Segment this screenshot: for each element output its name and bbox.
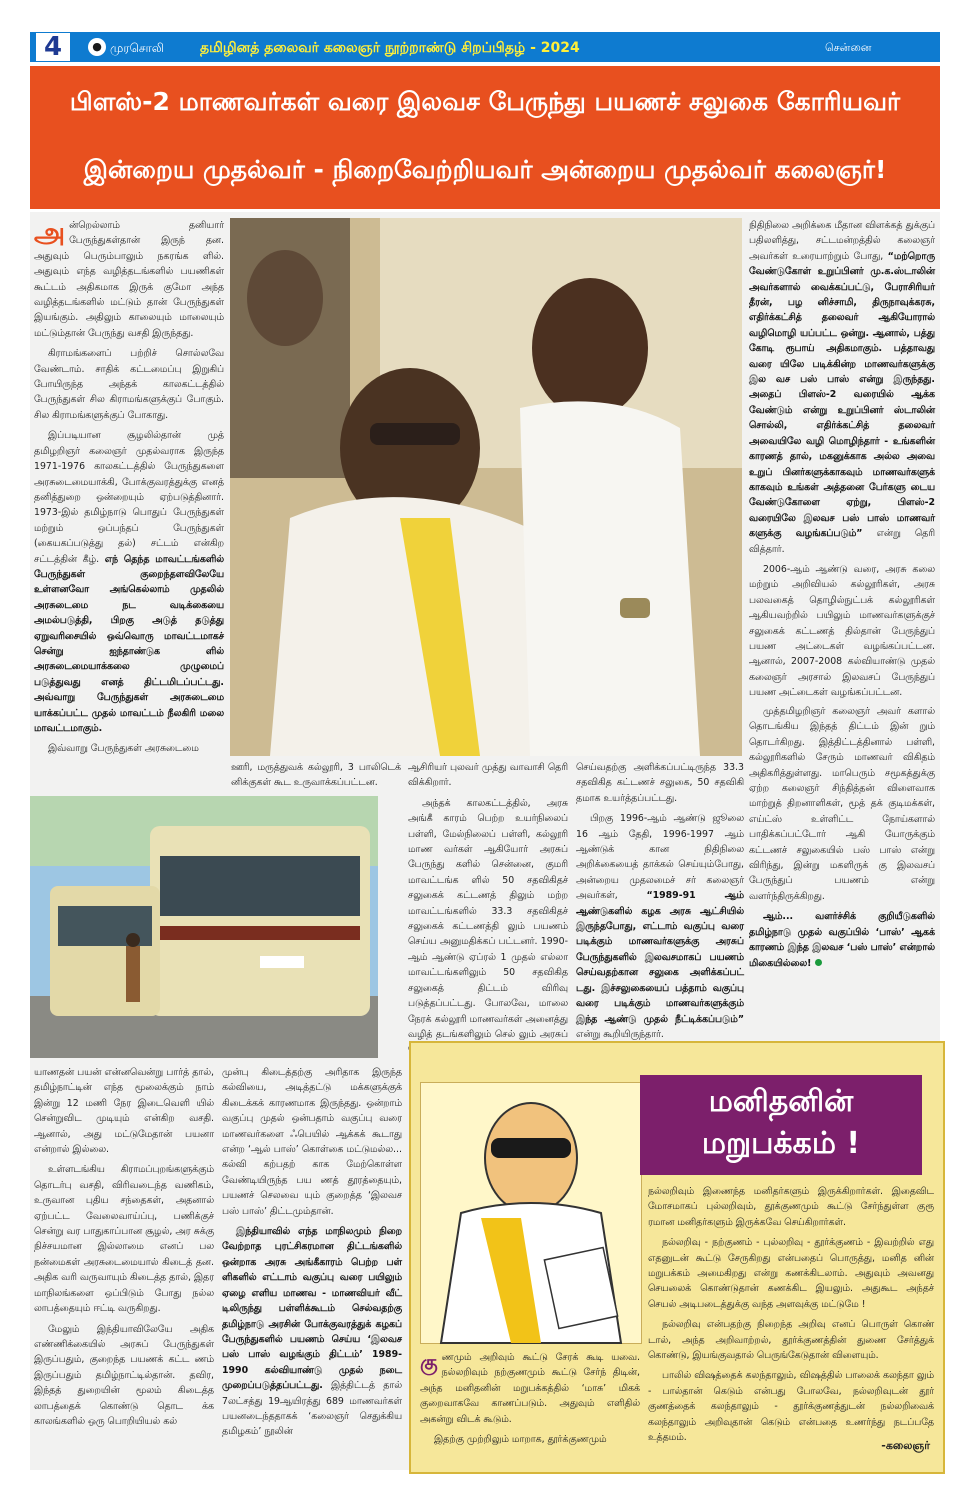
article-column-1	[34, 218, 224, 790]
sidebar-title-line-1: மனிதனின்	[708, 1084, 854, 1119]
sidebar-text	[648, 1184, 934, 1444]
article-paragraph: ஊரி, மருத்துவக் கல்லூரி, 3 பாலிடெக் னிக்குகள் கூட உருவாக்கப்பட்டன.	[231, 762, 401, 789]
article-column-right	[749, 218, 935, 700]
article-paragraph: முன்பு கிடைத்தற்கு அரிதாக இருந்த கல்வியை, அடித்தட்டு மக்களுக்குக் கிடைக்கக் காரணமாக இருந்தது. ஒன்றாம் வகுப்பு முதல் ஒன்பதாம் வகுப்பு வரை மாணவர்களை ஃபெயில் ஆக்கக் கூடாது என்ற ‘ஆல் பாஸ்’ கொள்கை மட்டுமல்ல... கல்வி கற்பதற் காக மேற்கொள்ள வேண்டியிருந்த பய ணத் தூரத்தையும், பயணச் செலவை யும் குறைத்த ‘இலவச பஸ் பாஸ்’ திட்டமும்தான்.	[222, 1067, 402, 1217]
article-text: என்று கூறியிருந்தார்.	[576, 1028, 664, 1040]
sidebar-lower-text	[420, 1350, 640, 1465]
article-paragraph: மேலும் இந்தியாவிலேயே அதிக எண்ணிக்கையில் அரசுப் பேருந்துகள் இருப்பதும், குறைந்த பயணக் கட்ட ணம் இருப்பதும் தமிழ்நாட்டில்தான். தவிர, இந்தத் துறையின் மூலம் கிடைத்த லாபத்தைக் கொண்டு தொட க்க காலங்களில் ஒரு பொறியியல் கல்	[34, 1323, 214, 1427]
special-issue-title: தமிழினத் தலைவர் கலைஞர் நூற்றாண்டு சிறப்பிதழ் - 2024	[200, 40, 580, 56]
brand-name: முரசொலி	[110, 41, 164, 55]
article-paragraph: இப்படியான சூழலில்தான் முத் தமிழறிஞர் கலைஞர் முதல்வராக இருந்த 1971-1976 காலகட்டத்தில் பேருந்துகளை அரசுடைமையாக்கி, போக்குவரத்துக்கு எனத் தனித்துறை ஒன்றையும் ஏற்படுத்தினார். 1973-இல் தமிழ்நாடு பொதுப் பேருந்துகள் மற்றும் ஒப்பந்தப் பேருந்துகள் (கையகப்படுத்து தல்) சட்டம் என்கிற சட்டத்தின் கீழ்.	[34, 430, 224, 565]
article-column-right-lower	[749, 704, 935, 1032]
article-bold-text: “மற்றொரு வேண்டுகோள் உறுப்பினர் மு.க.ஸ்டாலின் அவர்களால் வைக்கப்பட்டு, பேராசிரியர் தீரன், பழ னிச்சாமி, திருநாவுக்கரசு, எதிர்க்கட்சித் தலைவர் ஆகியோரால் வழிமொழி யப்பட்ட ஒன்று. ஆனால், பத்து கோடி ரூபாய் அதிகமாகும். பத்தாவது வரை யிலே படிக்கின்ற மாணவர்களுக்கு இல வச பஸ் பாஸ் என்று இருந்தது. அதைப் பிளஸ்-2 வரையில் ஆக்க வேண்டும் என்று உறுப்பினர் ஸ்டாலின் சொல்லி, எதிர்க்கட்சித் தலைவர் அவையிலே வழி மொழிந்தார் - உங்களின் காரணத் தால், மகனுக்காக அல்ல அவை உறுப் பினர்களுக்காகவும் மாணவர்களுக் காகவும் உங்கள் அத்தனை பேர்களு டைய வேண்டுகோளை ஏற்று, பிளஸ்-2 வரையிலே இலவச பஸ் பாஸ் மாணவர் களுக்கு வழங்கப்படும்”	[749, 250, 936, 540]
article-bottom-column-2	[222, 1065, 402, 1470]
dropcap: அ	[34, 216, 66, 249]
leaders-photo	[230, 218, 742, 756]
newspaper-logo-icon: ●	[88, 38, 106, 56]
article-bold-text: ஆம்... வளர்ச்சிக் குறியீடுகளில் தமிழ்நாடு முதல் வகுப்பில் ‘பாஸ்’ ஆகக் காரணம் இந்த இலவச ‘பஸ் பாஸ்’ என்றால் மிகையில்லை!	[749, 911, 935, 969]
sidebar-paragraph: பாலில் விஷத்தைக் கலந்தாலும், விஷத்தில் பாலைக் கலந்தா லும் - பால்தான் கெடும் என்பது போலவே, நல்லறிவுடன் தூர் குணத்தைக் கலந்தாலும் - தூர்க்குணத்துடன் நல்லறிவைக் கலந்தாலும் அறிவுதான் கெடும் என்பதை உணர்ந்து நடப்பதே உத்தமம்.	[648, 1370, 934, 1444]
page-number: 4	[36, 33, 70, 61]
article-paragraph: உள்ளடங்கிய கிராமப்புறங்களுக்கும் தொடர்பு வசதி, விரிவடைந்த வணிகம், உருவான புதிய சந்தைகள், அதனால் ஏற்பட்ட வேலைவாய்ப்பு, பணிக்குச் சென்று வர பாதுகாப்பான சூழல், அர சுக்கு நிச்சயமான இல்லாமை எனப் பல நன்மைகள் அரசுடைமையால் கிடைத் தன. அதிக வரி வருவாயும் கிடைத்த தால், இதர மாநிலங்களை ஒப்பிடும் போது நல்ல லாபத்தையும் ஈட்டி வருகிறது.	[34, 1164, 214, 1315]
article-paragraph: முத்தமிழறிஞர் கலைஞர் அவர் களால் தொடங்கிய இந்தத் திட்டம் இன் றும் தொடர்கிறது. இத்திட்டத்தினால் பள்ளி, கல்லூரிகளில் சேரும் மாணவர் விகிதம் அதிகரித்துள்ளது. மாபெரும் சமூகத்துக்கு ஏற்ற கலைஞர் சிந்தித்தன் விளைவாக மாற்றுத் திறனாளிகள், மூத் தக் குடிமக்கள், எய்ட்ஸ் உள்ளிட்ட நோய்களால் பாதிக்கப்பட்டோர் ஆகி யோருக்கும் கட்டணச் சலுகையில் பஸ் பாஸ் என்று விரிந்து, இன்று மகளிருக் கு இலவசப் பேருந்துப் பயணம் என்று வளர்ந்திருக்கிறது.	[749, 706, 935, 902]
article-mid-column-b	[408, 760, 568, 1042]
article-paragraph: யாணதன் பயன் என்னவென்று பார்த் தால், தமிழ்நாட்டின் எந்த மூலைக்கும் நாம் இன்று 12 மணி நேர இடைவெளி யில் சென்றுவிட முடியும் என்கிற வசதி. ஆனால், அது மட்டுமேதான் பயனா என்றால் இல்லை.	[34, 1067, 214, 1156]
article-text: இத்திட்டத் தால் 7லட்சத்து 19ஆயிரத்து 689 மாணவர்கள் பயனடைந்ததாகக் ‘கலைஞர் செதுக்கிய தமிழகம்’ நூலின்	[222, 1380, 403, 1438]
article-paragraph: செய்வதற்கு அளிக்கப்பட்டிருந்த 33.3 சதவிகித கட்டணச் சலுகை, 50 சதவிகி தமாக உயர்த்தப்பட்டது.	[576, 762, 744, 804]
article-paragraph: கிராமங்களைப் பற்றிச் சொல்லவே வேண்டாம். சாதிக் கட்டமைப்பு இறுகிப் போயிருந்த அந்தக் காலகட்டத்தில் பேருந்துகள் சில கிராமங்களுக்குப் போகும். சில கிராமங்களுக்குப் போகாது.	[34, 348, 224, 421]
bus-depot-illustration	[30, 796, 378, 1058]
article-bottom-column-1	[34, 1065, 214, 1470]
kalaignar-cartoon	[420, 1082, 642, 1344]
author-signature: -கலைஞர்	[881, 1439, 930, 1452]
dateline: சென்னை	[825, 41, 872, 54]
leaders-photo-illustration	[230, 218, 742, 756]
article-bold-text: எந் தெந்த மாவட்டங்களில் பேருந்துகள் குறைந்தளவிலேயே உள்ளனவோ அங்கெல்லாம் முதலில் அரசுடைமை நட வடிக்கையை அமல்படுத்தி, பிறகு அடுத் தடுத்து ஏறுவரிசையில் ஒவ்வொரு மாவட்டமாகச் சென்று ஐந்தாண்டுக ளில் அரசுடைமையாக்கலை முழுமைப் படுத்துவது எனத் திட்டமிடப்பட்டது. அவ்வாறு பேருந்துகள் அரசுடைமை யாக்கப்பட்ட முதல் மாவட்டம் நீலகிரி மலை மாவட்டமாகும்.	[34, 553, 224, 734]
bus-depot-photo	[30, 796, 378, 1058]
sidebar-title-line-2: மறுபக்கம் !	[701, 1126, 861, 1161]
article-paragraph: இவ்வாறு பேருந்துகள் அரசுடைமை	[48, 743, 199, 755]
article-paragraph: ஆசிரியர் புலவர் முத்து வாவாசி தெரி விக்கிறார்.	[408, 762, 568, 789]
sidebar-paragraph: இதற்கு முற்றிலும் மாறாக, தூர்க்குணமும்	[434, 1434, 607, 1446]
headline-line-2: இன்றைய முதல்வர் - நிறைவேற்றியவர் அன்றைய முதல்வர் கலைஞர்!	[83, 155, 887, 184]
article-paragraph: அந்தக் காலகட்டத்தில், அரசு அங்கீ காரம் பெற்ற உயர்நிலைப் பள்ளி, மேல்நிலைப் பள்ளி, கல்லூரி மாண வர்கள் ஆகியோர் அரசுப் பேருந்து களில் சென்னை, குமரி மாவட்டங்க ளில் 50 சதவிகிதச் சலுகைக் கட்டணத் திலும் மற்ற மாவட்டங்களில் 33.3 சதவிகிதச் சலுகைக் கட்டணத்தி லும் பயணம் செய்ய அனுமதிக்கப் பட்டனர். 1990-ஆம் ஆண்டு ஏப்ரல் 1 முதல் எல்லா மாவட்டங்களிலும் 50 சதவிகித சலுகைத் திட்டம் விரிவு படுத்தப்பட்டது. போலவே, மாலை நேரக் கல்லூரி மாணவர்கள் அனைத்து வழித் தடங்களிலும் செல் லும் அரசுப்	[408, 797, 568, 1040]
sidebar-paragraph: நல்லறிவும் இணைந்த மனிதர்களும் இருக்கிறார்கள். இதைவிட மோசமாகப் புல்லறிவும், தூக்குணமும் கூட்டு சேர்ந்துள்ள குரூ ரமான மனிதர்களும் இருக்கவே செய்கிறார்கள்.	[648, 1186, 934, 1228]
article-bold-text: இந்தியாவில் எந்த மாநிலமும் நிறை வேற்றாத புரட்சிகரமான திட்டங்களில் ஒன்றாக அரசு அங்கீகாரம் பெற்ற பள் ளிகளில் எட்டாம் வகுப்பு வரை பயிலும் ஏழை எளிய மாணவ - மாணவியர் வீட் டிலிருந்து பள்ளிக்கூடம் செல்வதற்கு தமிழ்நாடு அரசின் போக்குவரத்துக் கழகப் பேருந்துகளில் பயணம் செய்ய ‘இலவச பஸ் பாஸ் வழங்கும் திட்டம்’ 1989-1990 கல்வியாண்டு முதல் நடை முறைப்படுத்தப்பட்டது.	[222, 1226, 402, 1392]
article-text: என்று தெரி வித்தார்.	[749, 528, 936, 555]
article-mid-column-a	[231, 760, 401, 800]
end-mark-icon	[815, 959, 822, 966]
article-bold-text: “1989-91 ஆம் ஆண்டுகளில் கழக அரசு ஆட்சியில் இருந்தபோது, எட்டாம் வகுப்பு வரை படிக்கும் மாணவர்களுக்கு அரசுப் பேருந்துகளில் இலவசமாகப் பயணம் செய்வதற்கான சலுகை அளிக்கப்பட் டது. இச்சலுகையைப் பத்தாம் வகுப்பு வரை படிக்கும் மாணவர்களுக்கும் இந்த ஆண்டு முதல் நீட்டிக்கப்படும்”	[576, 890, 745, 1025]
headline-line-1: பிளஸ்-2 மாணவர்கள் வரை இலவச பேருந்து பயணச் சலுகை கோரியவர்	[69, 87, 901, 116]
article-paragraph: நிதிநிலை அறிக்கை மீதான விளக்கத் துக்குப் பதிலளித்து, சட்டமன்றத்தில் கலைஞர் அவர்கள் உரையாற்றும் போது,	[749, 220, 935, 262]
cartoon-illustration	[421, 1083, 641, 1343]
article-paragraph: பிறகு 1996-ஆம் ஆண்டு ஜூலை 16 ஆம் தேதி, 1996-1997 ஆம் ஆண்டுக் கான நிதிநிலை அறிக்கையைத் தாக்கல் செய்யும்போது, அன்றைய முதலமைச் சர் கலைஞர் அவர்கள்,	[576, 813, 744, 902]
article-paragraph: 2006-ஆம் ஆண்டு வரை, அரசு கலை மற்றும் அறிவியல் கல்லூரிகள், அரசு பலவகைத் தொழில்நுட்பக் கல்லூரிகள் ஆகியவற்றில் பயிலும் மாணவர்களுக்குச் சலுகைக் கட்டணத் தில்தான் பேருந்துப் பயண அட்டைகள் வழங்கப்பட்டன. ஆனால், 2007-2008 கல்வியாண்டு முதல் கலைஞர் அரசால் இலவசப் பேருந்துப் பயண அட்டைகள் வழங்கப்பட்டன.	[749, 563, 935, 699]
sidebar-paragraph: நல்லறிவு - நற்குணம் - புல்லறிவு - தூர்க்குணம் - இவற்றில் எது எதனுடன் கூட்டு சேருகிறது என்பதைப் பொருத்து, மனித னின் மறுபக்கம் அமைகிறது என்று கணக்கிடலாம். அதுவும் அவனது செயலைக் கொண்டுதான் கணக்கிட இயலும். அதுகூட அந்தச் செயல் அடிபடைத்துக்கு வந்த அளவுக்கு மட்டுமே !	[648, 1237, 934, 1310]
article-paragraph: ன்றெல்லாம் தனியார் பேருந்துகள்தான் இருந் தன. அதுவும் பெரும்பாலும் நகரங்க ளில். அதுவும் எந்த வழித்தடங்களில் பயணிகள் கூட்டம் அதிகமாக இருக் குமோ அந்த வழித்தடங்களில் மட்டும் தான் பேருந்துகள் இயங்கும். அதிலும் காலையும் மாலையும் மட்டும்தான் பேருந்து வசதி இருந்தது.	[34, 220, 224, 339]
article-mid-column-c	[576, 760, 744, 1042]
sidebar-dropcap: கு	[420, 1350, 438, 1374]
sidebar-paragraph: ணமும் அறிவும் கூட்டு சேரக் கூடி யவை. நல்லறிவும் நற்குணமும் கூட்டு சேர்ந் திடின், அந்த மனிதனின் மறுபக்கத்தில் ‘மாசு’ மிகக் குறைவாகவே காணப்படும். அதுவும் எளிதில் அகன்று விடக் கூடும்.	[420, 1352, 640, 1425]
sidebar-paragraph: நல்லறிவு என்பதற்கு நிறைந்த அறிவு எனப் பொருள் கொண் டால், அந்த அறிவாற்றல், தூர்க்குணத்தின் துணை சேர்த்துக் கொண்டு, இயங்குவதால் பெருங்கேடுதான் விளையும்.	[648, 1319, 934, 1362]
